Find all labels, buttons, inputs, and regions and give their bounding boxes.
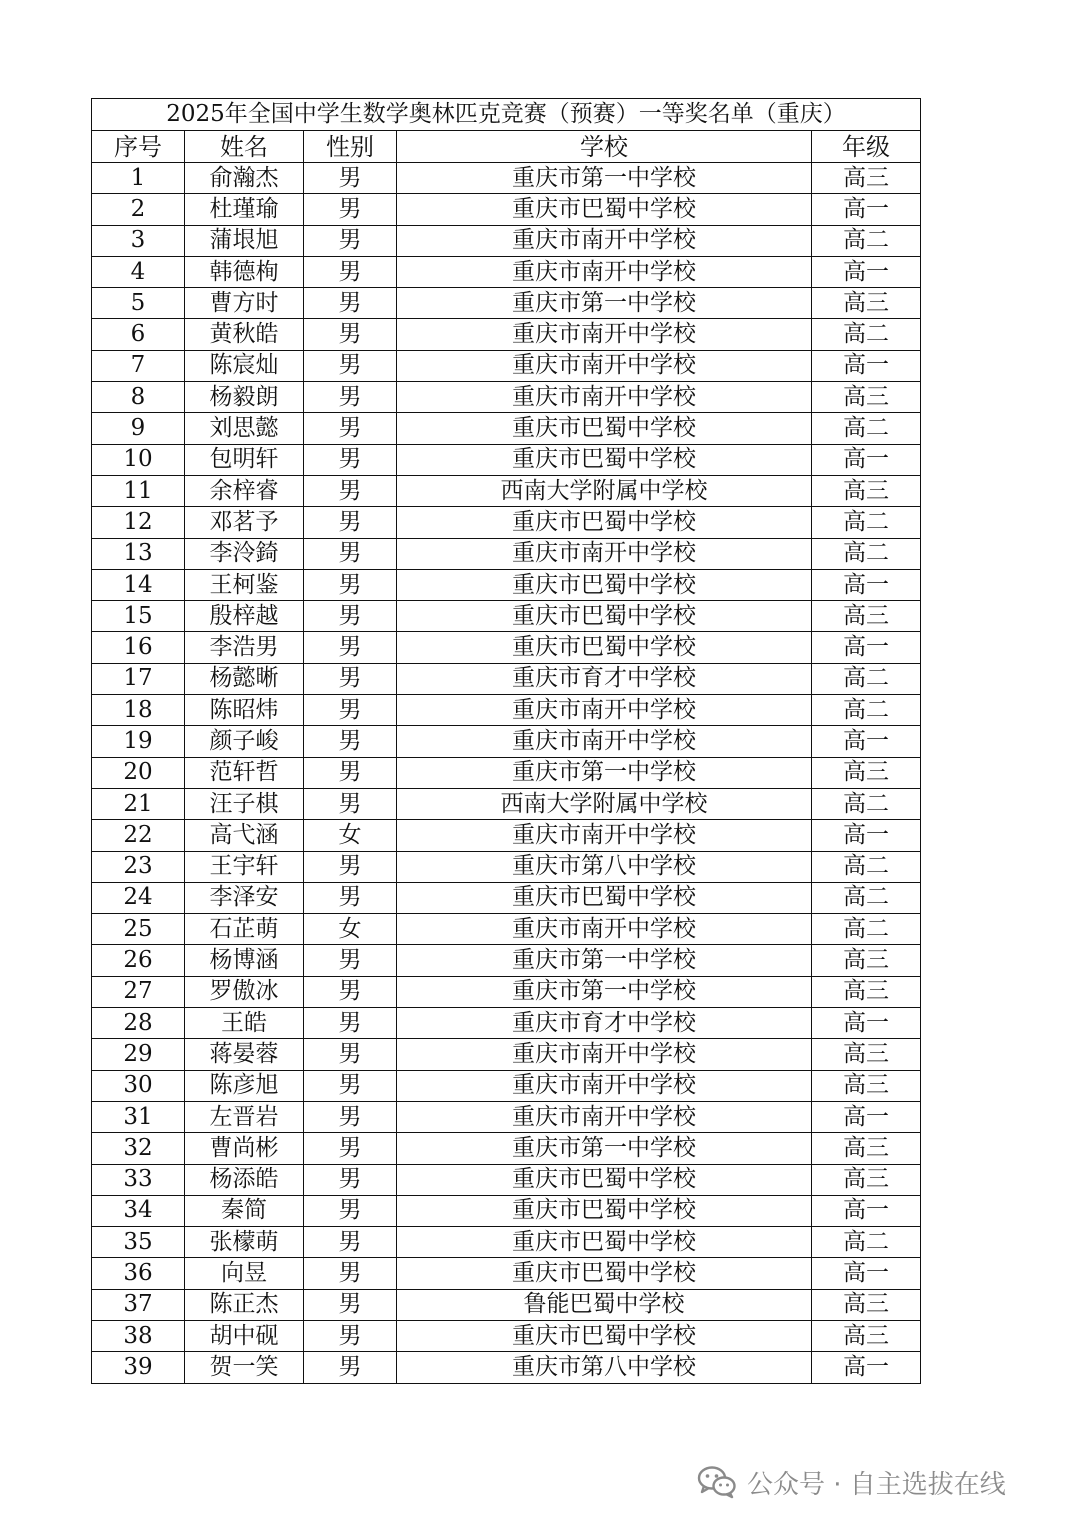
table-row [92,695,921,726]
cell-index: 38 [92,1320,185,1351]
cell-grade: 高一 [812,632,921,663]
table-row [92,507,921,538]
cell-name: 陈彦旭 [185,1070,304,1101]
cell-grade: 高二 [812,1227,921,1258]
cell-school: 重庆市巴蜀中学校 [397,413,812,444]
cell-index: 1 [92,163,185,194]
cell-index: 13 [92,538,185,569]
cell-grade: 高三 [812,1070,921,1101]
cell-school: 重庆市巴蜀中学校 [397,882,812,913]
cell-grade: 高二 [812,225,921,256]
cell-school: 重庆市南开中学校 [397,726,812,757]
cell-grade: 高一 [812,820,921,851]
cell-name: 王柯鉴 [185,569,304,600]
table-row [92,288,921,319]
cell-gender: 男 [304,538,397,569]
cell-school: 重庆市南开中学校 [397,382,812,413]
table-row [92,538,921,569]
cell-grade: 高一 [812,726,921,757]
cell-grade: 高三 [812,288,921,319]
cell-index: 35 [92,1227,185,1258]
cell-name: 秦简 [185,1195,304,1226]
cell-grade: 高二 [812,882,921,913]
cell-index: 21 [92,788,185,819]
cell-name: 左晋岩 [185,1101,304,1132]
cell-school: 重庆市巴蜀中学校 [397,1320,812,1351]
cell-index: 25 [92,914,185,945]
cell-school: 重庆市南开中学校 [397,256,812,287]
cell-gender: 男 [304,444,397,475]
cell-name: 余梓睿 [185,475,304,506]
cell-gender: 男 [304,1227,397,1258]
table-row [92,1352,921,1383]
cell-school: 重庆市南开中学校 [397,225,812,256]
cell-gender: 男 [304,663,397,694]
table-row [92,382,921,413]
cell-index: 14 [92,569,185,600]
table-row [92,1227,921,1258]
cell-name: 李泽安 [185,882,304,913]
table-row [92,350,921,381]
cell-grade: 高二 [812,663,921,694]
cell-index: 26 [92,945,185,976]
cell-gender: 男 [304,382,397,413]
cell-index: 31 [92,1101,185,1132]
watermark-text: 公众号 · 自主选拔在线 [747,1469,1006,1500]
cell-name: 曹方时 [185,288,304,319]
cell-gender: 男 [304,507,397,538]
cell-index: 4 [92,256,185,287]
cell-gender: 男 [304,1039,397,1070]
table-row [92,1164,921,1195]
cell-grade: 高三 [812,945,921,976]
cell-gender: 女 [304,820,397,851]
cell-index: 29 [92,1039,185,1070]
cell-school: 重庆市第八中学校 [397,1352,812,1383]
cell-grade: 高一 [812,569,921,600]
cell-grade: 高三 [812,601,921,632]
cell-school: 重庆市第八中学校 [397,851,812,882]
column-header-index: 序号 [92,131,185,163]
cell-gender: 男 [304,1320,397,1351]
table-row [92,225,921,256]
cell-school: 重庆市巴蜀中学校 [397,1227,812,1258]
cell-name: 贺一笑 [185,1352,304,1383]
cell-name: 曹尚彬 [185,1133,304,1164]
cell-school: 重庆市育才中学校 [397,1008,812,1039]
cell-gender: 男 [304,695,397,726]
cell-index: 34 [92,1195,185,1226]
cell-grade: 高一 [812,444,921,475]
table-row [92,726,921,757]
cell-name: 李浩男 [185,632,304,663]
cell-index: 36 [92,1258,185,1289]
cell-name: 罗傲冰 [185,976,304,1007]
cell-index: 15 [92,601,185,632]
cell-name: 杨懿晰 [185,663,304,694]
cell-gender: 男 [304,288,397,319]
table-row [92,632,921,663]
table-row [92,256,921,287]
cell-gender: 男 [304,1101,397,1132]
cell-school: 重庆市巴蜀中学校 [397,1195,812,1226]
cell-index: 10 [92,444,185,475]
cell-index: 16 [92,632,185,663]
table-row [92,914,921,945]
table-row [92,1101,921,1132]
cell-school: 重庆市南开中学校 [397,1070,812,1101]
cell-school: 重庆市南开中学校 [397,1039,812,1070]
cell-school: 重庆市南开中学校 [397,319,812,350]
cell-grade: 高一 [812,194,921,225]
cell-name: 蒲垠旭 [185,225,304,256]
cell-name: 杜瑾瑜 [185,194,304,225]
cell-school: 重庆市巴蜀中学校 [397,507,812,538]
cell-gender: 男 [304,256,397,287]
table-row [92,1258,921,1289]
cell-gender: 男 [304,319,397,350]
cell-index: 24 [92,882,185,913]
cell-index: 28 [92,1008,185,1039]
cell-gender: 男 [304,1164,397,1195]
cell-grade: 高三 [812,1133,921,1164]
cell-name: 王皓 [185,1008,304,1039]
cell-name: 石芷萌 [185,914,304,945]
cell-index: 6 [92,319,185,350]
wechat-icon [697,1465,737,1499]
cell-grade: 高二 [812,538,921,569]
cell-school: 重庆市巴蜀中学校 [397,601,812,632]
cell-grade: 高三 [812,1320,921,1351]
cell-name: 邓茗予 [185,507,304,538]
table-row [92,475,921,506]
table-row [92,1008,921,1039]
cell-name: 陈昭炜 [185,695,304,726]
cell-school: 西南大学附属中学校 [397,788,812,819]
table-row [92,945,921,976]
cell-gender: 男 [304,601,397,632]
cell-index: 19 [92,726,185,757]
cell-grade: 高三 [812,163,921,194]
cell-index: 37 [92,1289,185,1320]
cell-grade: 高二 [812,914,921,945]
table-row [92,319,921,350]
cell-school: 重庆市南开中学校 [397,695,812,726]
cell-gender: 男 [304,1195,397,1226]
cell-school: 重庆市第一中学校 [397,945,812,976]
cell-gender: 男 [304,475,397,506]
cell-gender: 男 [304,1352,397,1383]
table-row [92,882,921,913]
table-row [92,163,921,194]
cell-school: 重庆市巴蜀中学校 [397,444,812,475]
cell-gender: 女 [304,914,397,945]
cell-gender: 男 [304,788,397,819]
cell-school: 重庆市巴蜀中学校 [397,1258,812,1289]
cell-gender: 男 [304,350,397,381]
cell-gender: 男 [304,1289,397,1320]
cell-grade: 高一 [812,1352,921,1383]
cell-school: 重庆市巴蜀中学校 [397,632,812,663]
table-body [92,163,921,1384]
cell-name: 高弋涵 [185,820,304,851]
cell-gender: 男 [304,757,397,788]
cell-index: 27 [92,976,185,1007]
cell-gender: 男 [304,882,397,913]
table-row [92,1039,921,1070]
cell-grade: 高一 [812,256,921,287]
cell-index: 12 [92,507,185,538]
cell-name: 向昱 [185,1258,304,1289]
column-header-name: 姓名 [185,131,304,163]
cell-index: 5 [92,288,185,319]
cell-grade: 高三 [812,1039,921,1070]
cell-school: 重庆市南开中学校 [397,350,812,381]
cell-name: 杨毅朗 [185,382,304,413]
cell-name: 黄秋皓 [185,319,304,350]
cell-school: 重庆市第一中学校 [397,976,812,1007]
cell-name: 杨博涵 [185,945,304,976]
cell-school: 重庆市第一中学校 [397,288,812,319]
cell-name: 张檬萌 [185,1227,304,1258]
column-header-grade: 年级 [812,131,921,163]
table-row [92,1195,921,1226]
cell-index: 33 [92,1164,185,1195]
table-row [92,444,921,475]
cell-school: 重庆市南开中学校 [397,914,812,945]
cell-name: 韩德栒 [185,256,304,287]
cell-index: 11 [92,475,185,506]
cell-name: 颜子峻 [185,726,304,757]
cell-grade: 高三 [812,1164,921,1195]
table-row [92,1320,921,1351]
table-row [92,194,921,225]
cell-name: 俞瀚杰 [185,163,304,194]
cell-gender: 男 [304,726,397,757]
cell-grade: 高二 [812,788,921,819]
cell-gender: 男 [304,1008,397,1039]
cell-index: 8 [92,382,185,413]
cell-name: 胡中砚 [185,1320,304,1351]
column-header-school: 学校 [397,131,812,163]
cell-index: 7 [92,350,185,381]
cell-grade: 高三 [812,382,921,413]
cell-school: 鲁能巴蜀中学校 [397,1289,812,1320]
cell-grade: 高一 [812,1008,921,1039]
cell-name: 汪子棋 [185,788,304,819]
cell-school: 重庆市巴蜀中学校 [397,194,812,225]
cell-school: 重庆市南开中学校 [397,538,812,569]
cell-grade: 高二 [812,507,921,538]
cell-grade: 高二 [812,319,921,350]
cell-index: 23 [92,851,185,882]
cell-index: 39 [92,1352,185,1383]
cell-grade: 高三 [812,1289,921,1320]
cell-grade: 高一 [812,1101,921,1132]
cell-school: 重庆市第一中学校 [397,1133,812,1164]
table-row [92,851,921,882]
table-row [92,1070,921,1101]
table-row [92,820,921,851]
cell-index: 30 [92,1070,185,1101]
table-row [92,976,921,1007]
cell-index: 2 [92,194,185,225]
cell-index: 3 [92,225,185,256]
cell-grade: 高二 [812,413,921,444]
table-row [92,757,921,788]
cell-index: 17 [92,663,185,694]
cell-name: 包明轩 [185,444,304,475]
cell-gender: 男 [304,163,397,194]
cell-grade: 高二 [812,695,921,726]
cell-gender: 男 [304,1258,397,1289]
cell-gender: 男 [304,945,397,976]
cell-school: 重庆市南开中学校 [397,820,812,851]
table-title: 2025年全国中学生数学奥林匹克竞赛（预赛）一等奖名单（重庆） [92,99,921,131]
cell-gender: 男 [304,569,397,600]
cell-gender: 男 [304,632,397,663]
column-header-gender: 性别 [304,131,397,163]
cell-grade: 高三 [812,757,921,788]
cell-grade: 高一 [812,1258,921,1289]
cell-gender: 男 [304,976,397,1007]
cell-name: 范轩哲 [185,757,304,788]
cell-grade: 高三 [812,976,921,1007]
table-row [92,788,921,819]
cell-gender: 男 [304,851,397,882]
cell-school: 重庆市南开中学校 [397,1101,812,1132]
cell-gender: 男 [304,225,397,256]
cell-name: 陈正杰 [185,1289,304,1320]
cell-school: 重庆市巴蜀中学校 [397,1164,812,1195]
cell-name: 王宇轩 [185,851,304,882]
cell-school: 西南大学附属中学校 [397,475,812,506]
cell-grade: 高一 [812,350,921,381]
cell-grade: 高二 [812,851,921,882]
cell-school: 重庆市第一中学校 [397,757,812,788]
cell-index: 22 [92,820,185,851]
table-row [92,663,921,694]
cell-name: 陈宸灿 [185,350,304,381]
table-row [92,1133,921,1164]
title-row [92,99,921,131]
table-row [92,601,921,632]
cell-name: 李泠錡 [185,538,304,569]
cell-grade: 高一 [812,1195,921,1226]
cell-school: 重庆市育才中学校 [397,663,812,694]
cell-index: 18 [92,695,185,726]
watermark [697,1462,1006,1502]
table-row [92,413,921,444]
header-row [92,131,921,163]
cell-name: 杨添皓 [185,1164,304,1195]
cell-name: 刘思懿 [185,413,304,444]
cell-gender: 男 [304,194,397,225]
table-row [92,569,921,600]
cell-gender: 男 [304,413,397,444]
cell-name: 殷梓越 [185,601,304,632]
cell-grade: 高三 [812,475,921,506]
cell-index: 9 [92,413,185,444]
cell-school: 重庆市第一中学校 [397,163,812,194]
cell-index: 32 [92,1133,185,1164]
cell-gender: 男 [304,1070,397,1101]
cell-index: 20 [92,757,185,788]
award-list-table [91,98,921,1384]
cell-school: 重庆市巴蜀中学校 [397,569,812,600]
table-row [92,1289,921,1320]
cell-gender: 男 [304,1133,397,1164]
cell-name: 蒋晏蓉 [185,1039,304,1070]
